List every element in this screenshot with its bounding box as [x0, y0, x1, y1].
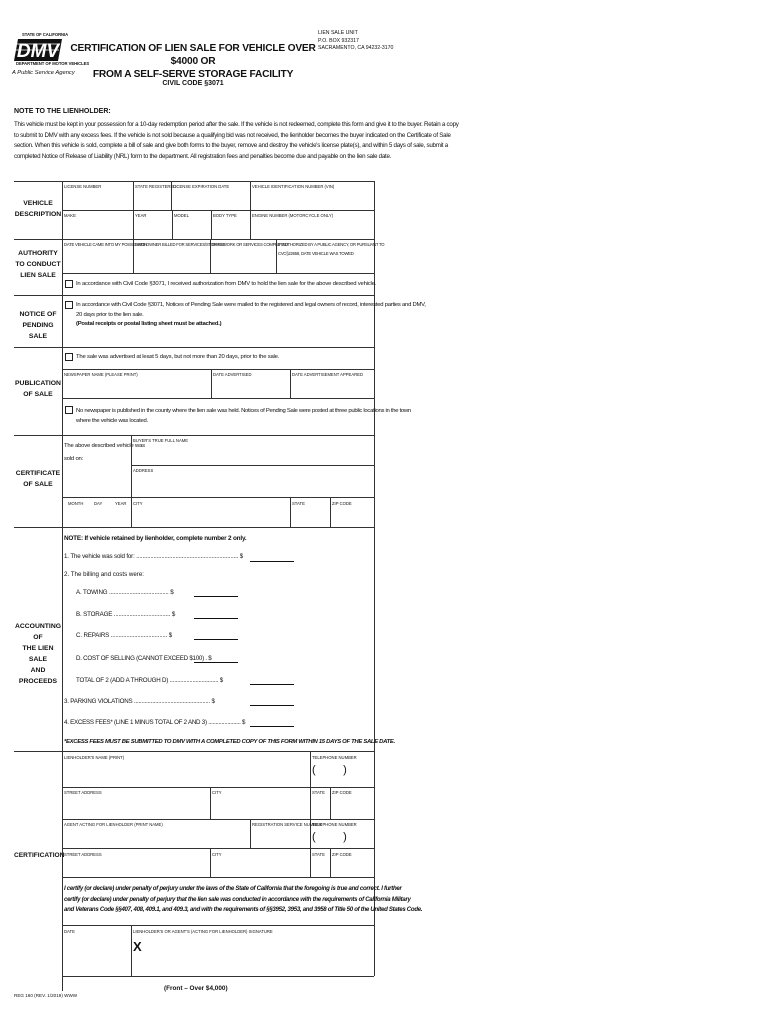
rule [172, 210, 173, 239]
address-line-1: LIEN SALE UNIT [318, 30, 358, 36]
authority-checkbox-label: In accordance with Civil Code §3071, I received authorization from DMV to hold the lien sale for the above described vehicle. [76, 281, 377, 287]
rule [210, 787, 211, 819]
rule [14, 527, 374, 528]
rule [131, 435, 132, 527]
rule [310, 848, 311, 877]
rule [290, 369, 291, 398]
storage-amount-field[interactable] [194, 618, 238, 619]
sold-on-text [64, 440, 145, 466]
section-label: PENDING SALE [22, 322, 54, 340]
date-owner-billed-field[interactable]: DATE OWNER BILLED FOR SERVICES/STORAGE [135, 242, 225, 247]
sold-text-1: The above described vehicle was [64, 443, 145, 449]
rule [14, 751, 374, 752]
date-field[interactable]: DATE [64, 929, 75, 934]
agent-zip-field[interactable]: ZIP CODE [332, 852, 352, 857]
section-divider [62, 181, 63, 991]
license-number-field[interactable]: LICENSE NUMBER [64, 184, 102, 189]
date-possession-field[interactable]: DATE VEHICLE CAME INTO MY POSSESSION [64, 242, 148, 247]
rule [211, 210, 212, 239]
authority-checkbox[interactable] [65, 280, 73, 288]
rule [250, 819, 251, 848]
item-billing-costs: 2. The billing and costs were: [64, 571, 145, 578]
section-label: VEHICLE [23, 200, 53, 207]
sold-for-amount-field[interactable] [250, 561, 294, 562]
registration-service-number-field[interactable]: REGISTRATION SERVICE NUMBER [252, 822, 322, 827]
agent-city-field[interactable]: CITY [212, 852, 222, 857]
rule [62, 273, 374, 274]
agent-phone-field[interactable]: ( ) [312, 831, 347, 843]
rule [62, 787, 374, 788]
item-excess-fees: 4. EXCESS FEES* (LINE 1 MINUS TOTAL OF 2 AND 3) ...................... $ [64, 719, 246, 726]
sale-day-field[interactable]: DAY [94, 501, 103, 506]
lienholder-city-field[interactable]: CITY [212, 790, 222, 795]
section-accounting [14, 621, 62, 687]
rule [131, 925, 132, 976]
rule [62, 210, 374, 211]
item-total: TOTAL OF 2 (ADD A THROUGH D) ................................ $ [76, 677, 224, 684]
no-newspaper-label [76, 406, 411, 426]
rule [330, 787, 331, 819]
repairs-amount-field[interactable] [194, 639, 238, 640]
logo-text: DMV [16, 41, 60, 62]
buyer-address-field[interactable]: ADDRESS [133, 468, 154, 473]
sale-month-field[interactable]: MONTH [68, 501, 84, 506]
rule [62, 819, 374, 820]
cost-of-selling-amount-field[interactable] [194, 662, 238, 663]
rule [62, 369, 374, 370]
note-line-1: This vehicle must be kept in your possession for a 10-day redemption period after the sale. If the vehicle is not redeemed, complete this form and give it to the buyer. Retain a copy [14, 121, 459, 128]
logo-dept: DEPARTMENT OF MOTOR VEHICLES [16, 61, 90, 66]
lienholder-state-field[interactable]: STATE [312, 790, 325, 795]
form-title [70, 42, 316, 81]
total-amount-field[interactable] [250, 684, 294, 685]
rule [133, 181, 134, 239]
section-label: NOTICE OF [19, 311, 57, 318]
section-label: THE LIEN SALE [22, 645, 54, 663]
item-storage: B. STORAGE .................................... $ [76, 611, 176, 618]
section-label: AUTHORITY [18, 250, 58, 257]
title-line-2: FROM A SELF-SERVE STORAGE FACILITY [92, 69, 294, 80]
rule [250, 181, 251, 239]
advertised-checkbox-label: The sale was advertised at least 5 days, but not more than 20 days, prior to the sale. [76, 354, 280, 360]
advertised-checkbox[interactable] [65, 353, 73, 361]
buyer-zip-field[interactable]: ZIP CODE [332, 501, 352, 506]
agent-state-field[interactable]: STATE [312, 852, 325, 857]
lienholder-phone-field[interactable]: ( ) [312, 764, 347, 776]
newspaper-name-field[interactable]: NEWSPAPER NAME (PLEASE PRINT) [64, 372, 138, 377]
parking-amount-field[interactable] [250, 705, 294, 706]
license-expiration-field[interactable]: LICENSE EXPIRATION DATE [173, 184, 230, 189]
rule [14, 435, 374, 436]
rule [210, 848, 211, 877]
buyer-name-field[interactable]: BUYER'S TRUE FULL NAME [133, 438, 189, 443]
item-repairs: C. REPAIRS .................................... $ [76, 632, 173, 639]
rule [62, 497, 374, 498]
agent-name-field[interactable]: AGENT ACTING FOR LIENHOLDER (PRINT NAME) [64, 822, 163, 827]
date-towed-field[interactable] [278, 242, 384, 256]
section-certificate [14, 468, 62, 490]
rule [131, 465, 374, 466]
sale-year-field[interactable]: YEAR [115, 501, 127, 506]
note-body [14, 120, 459, 162]
section-authority [14, 248, 62, 281]
note-line-3: section. When this vehicle is sold, complete a bill of sale and give both forms to the buyer, remove and destroy the vehicle's license plate(s), and within 5 days of sale, submit a [14, 142, 448, 149]
year-field[interactable]: YEAR [135, 213, 147, 218]
section-label: LIEN SALE [20, 272, 56, 279]
model-field[interactable]: MODEL [174, 213, 189, 218]
section-vehicle-description [14, 198, 62, 220]
section-label: OF SALE [23, 481, 53, 488]
towing-amount-field[interactable] [194, 596, 238, 597]
agent-street-field[interactable]: STREET ADDRESS [64, 852, 102, 857]
perjury-line-2: certify (or declare) under penalty of perjury that the lien sale was conducted in accordance with the requirements of California Military [64, 895, 411, 903]
rule [62, 976, 374, 977]
rule [310, 751, 311, 787]
rule [62, 398, 374, 399]
rule [14, 295, 374, 296]
dmv-logo [12, 30, 90, 68]
towed-label-1: IF AUTHORIZED BY A PUBLIC AGENCY, OR PURSUANT TO [278, 242, 385, 247]
no-newspaper-text-2: where the vehicle was located. [76, 418, 148, 424]
form-id: REG 160 (REV. 1/2019) WWW [14, 993, 78, 998]
date-work-completed-field[interactable]: DATE WORK OR SERVICES COMPLETED [212, 242, 288, 247]
note-line-4: completed Notice of Release of Liability (NRL) form to the department. All registration fees and penalties become due and payable on the lien sale date. [14, 152, 392, 160]
note-heading: NOTE TO THE LIENHOLDER: [14, 108, 111, 115]
rule [14, 239, 374, 240]
section-label: PUBLICATION [15, 380, 61, 387]
lienholder-zip-field[interactable]: ZIP CODE [332, 790, 352, 795]
make-field[interactable]: MAKE [64, 213, 76, 218]
signature-field[interactable]: X [133, 939, 142, 954]
rule [62, 925, 374, 926]
dmv-address [318, 30, 393, 53]
title-line-1: CERTIFICATION OF LIEN SALE FOR VEHICLE OVER $4000 OR [70, 43, 316, 67]
excess-fees-note: *EXCESS FEES MUST BE SUBMITTED TO DMV WITH A COMPLETED COPY OF THIS FORM WITHIN 15 DAYS OF THE SALE DATE. [64, 739, 395, 745]
excess-fees-amount-field[interactable] [250, 726, 294, 727]
section-label: DESCRIPTION [14, 211, 62, 218]
civil-code: CIVIL CODE §3071 [162, 80, 224, 87]
pending-checkbox[interactable] [65, 301, 73, 309]
note-line-2: to submit to DMV with any excess fees. If the vehicle is not sold because a qualifying bid was not received, the lienholder becomes the buyer indicated on the Certificate of Sale [14, 131, 451, 139]
section-publication [14, 378, 62, 400]
pending-text-1: In accordance with Civil Code §3071, Notices of Pending Sale were mailed to the registered and legal owners of record, interested parties and DMV, [76, 302, 426, 308]
sold-text-2: sold on: [64, 456, 84, 462]
section-label: AND PROCEEDS [18, 667, 58, 685]
pending-text-2: 20 days prior to the lien sale. [76, 311, 144, 318]
pending-checkbox-label [76, 301, 426, 330]
section-notice-pending [14, 309, 62, 342]
date-advertised-field[interactable]: DATE ADVERTISED [213, 372, 252, 377]
section-certification: CERTIFICATION [14, 852, 65, 859]
pending-text-3: (Postal receipts or postal listing sheet must be attached.) [76, 321, 222, 327]
no-newspaper-checkbox[interactable] [65, 406, 73, 414]
section-label: OF SALE [23, 391, 53, 398]
vin-field[interactable]: VEHICLE IDENTIFICATION NUMBER (VIN) [252, 184, 335, 189]
rule [290, 497, 291, 527]
perjury-line-3: and Veterans Code §§407, 408, 409.1, and 409.3, and with the requirements of §§3952, 3953, and 3958 of Title 50 of the United States Code. [64, 906, 423, 913]
state-registered-field[interactable]: STATE REGISTERED [135, 184, 177, 189]
rule [62, 848, 374, 849]
lienholder-phone-label: TELEPHONE NUMBER [312, 755, 357, 760]
item-towing: A. TOWING ...................................... $ [76, 589, 174, 596]
logo-state: STATE OF CALIFORNIA [22, 32, 69, 37]
rule [14, 347, 374, 348]
lienholder-name-field[interactable]: LIENHOLDER'S NAME (PRINT) [64, 755, 125, 760]
buyer-state-field[interactable]: STATE [292, 501, 305, 506]
rule [62, 877, 374, 878]
date-advertisement-appeared-field[interactable]: DATE ADVERTISEMENT APPEARED [292, 372, 363, 377]
body-type-field[interactable]: BODY TYPE [213, 213, 237, 218]
item-cost-of-selling: D. COST OF SELLING (CANNOT EXCEED $100) . $ [76, 655, 212, 662]
item-sold-for: 1. The vehicle was sold for: ................................................................. $ [64, 553, 244, 560]
towed-label-2: CVC§22658, DATE VEHICLE WAS TOWED [278, 251, 354, 256]
engine-number-field[interactable]: ENGINE NUMBER (MOTORCYCLE ONLY) [252, 213, 334, 218]
perjury-line-1: I certify (or declare) under penalty of perjury under the laws of the State of California that the foregoing is true and correct. I further [64, 885, 402, 892]
agent-phone-label: TELEPHONE NUMBER [312, 822, 357, 827]
buyer-city-field[interactable]: CITY [133, 501, 143, 506]
address-line-3: SACRAMENTO, CA 94232-3170 [318, 45, 394, 51]
no-newspaper-text-1: No newspaper is published in the county where the lien sale was held. Notices of Pending Sale were posted at three public locations in the town [76, 408, 411, 414]
item-parking-violations: 3. PARKING VIOLATIONS .................................................. $ [64, 698, 215, 705]
section-label: ACCOUNTING OF [14, 623, 62, 641]
accounting-note: NOTE: If vehicle retained by lienholder, complete number 2 only. [64, 535, 247, 542]
section-label: CERTIFICATE [15, 470, 61, 477]
signature-label: LIENHOLDER'S OR AGENT'S (ACTING FOR LIENHOLDER) SIGNATURE [133, 929, 273, 934]
rule [211, 369, 212, 398]
address-line-2: P.O. BOX 932317 [318, 37, 359, 44]
perjury-statement [64, 884, 422, 916]
rule [330, 497, 331, 527]
front-note: (Front – Over $4,000) [164, 985, 228, 992]
rule [14, 181, 374, 182]
agency-tagline: A Public Service Agency [12, 70, 75, 76]
lienholder-street-field[interactable]: STREET ADDRESS [64, 790, 102, 795]
section-label: TO CONDUCT [15, 261, 61, 268]
rule [330, 848, 331, 877]
rule [310, 787, 311, 819]
